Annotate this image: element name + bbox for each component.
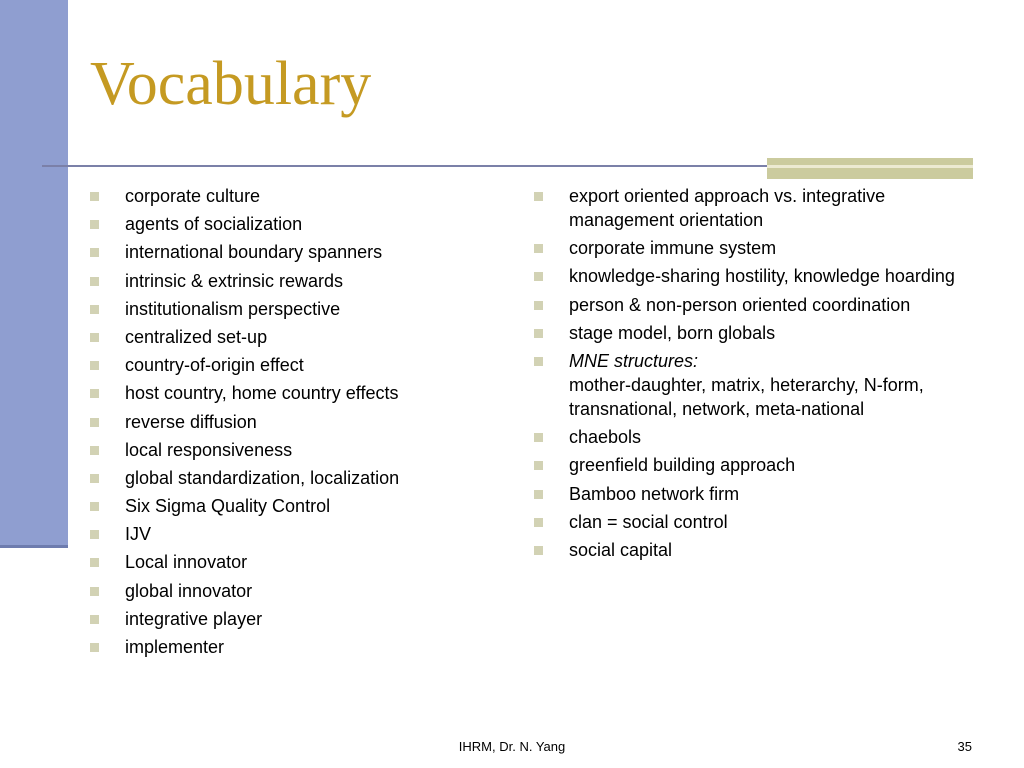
- list-item: [90, 353, 510, 377]
- list-item-text: knowledge-sharing hostility, knowledge hoarding: [569, 266, 955, 287]
- bullet-icon: [90, 615, 99, 624]
- list-item: [90, 438, 510, 462]
- bullet-icon: [90, 333, 99, 342]
- list-item: [90, 607, 510, 631]
- list-item-text: Local innovator: [125, 552, 248, 573]
- list-item-text: global standardization, localization: [125, 467, 400, 488]
- list-item: [90, 494, 510, 518]
- accent-highlight-line: [767, 165, 973, 168]
- list-item-text: host country, home country effects: [125, 383, 399, 404]
- list-item-text: institutionalism perspective: [125, 298, 341, 319]
- left-bullet-list: [90, 184, 510, 663]
- bullet-icon: [90, 502, 99, 511]
- list-item: [90, 550, 510, 574]
- list-item-text: intrinsic & extrinsic rewards: [125, 270, 344, 291]
- list-item-text: agents of socialization: [125, 214, 303, 235]
- list-item-text: local responsiveness: [125, 439, 293, 460]
- list-item-text: implementer: [125, 637, 225, 657]
- bullet-icon: [534, 301, 543, 310]
- bullet-icon: [90, 220, 99, 229]
- list-item: [90, 240, 510, 264]
- bullet-icon: [534, 546, 543, 555]
- list-item: [90, 466, 510, 490]
- bullet-icon: [90, 587, 99, 596]
- list-item: [90, 184, 510, 208]
- slide-page-number: 35: [957, 739, 972, 754]
- slide-footer: IHRM, Dr. N. Yang: [458, 739, 566, 754]
- list-item-text: clan = social control: [569, 511, 728, 532]
- list-item: [534, 236, 984, 260]
- list-item: [90, 325, 510, 349]
- list-item: [90, 579, 510, 603]
- list-item-text: centralized set-up: [125, 326, 268, 347]
- bullet-icon: [90, 277, 99, 286]
- bullet-icon: [534, 461, 543, 470]
- bullet-icon: [90, 643, 99, 652]
- list-item-text: chaebols: [569, 427, 642, 448]
- list-item-text: global innovator: [125, 580, 253, 601]
- mne-structures-heading: MNE structures:: [569, 350, 699, 371]
- list-item: [534, 349, 984, 421]
- accent-block: [767, 158, 973, 179]
- list-item: [90, 381, 510, 405]
- list-item-text: corporate immune system: [569, 238, 777, 259]
- list-item: [90, 635, 510, 659]
- list-item: [90, 410, 510, 434]
- right-bullet-list: [534, 184, 984, 566]
- list-item-text: mother-daughter, matrix, heterarchy, N-form, transnational, network, meta-national: [569, 374, 924, 419]
- list-item-text: reverse diffusion: [125, 411, 257, 432]
- list-item-text: international boundary spanners: [125, 242, 383, 263]
- list-item: [534, 510, 984, 534]
- bullet-icon: [90, 530, 99, 539]
- bullet-icon: [534, 272, 543, 281]
- list-item-text: integrative player: [125, 608, 263, 629]
- list-item-text: corporate culture: [125, 186, 261, 206]
- list-item-text: Bamboo network firm: [569, 483, 740, 504]
- slide-side-bar-edge: [0, 545, 68, 548]
- bullet-icon: [90, 474, 99, 483]
- list-item: [90, 212, 510, 236]
- slide-side-bar: [0, 0, 68, 545]
- list-item: [534, 321, 984, 345]
- bullet-icon: [90, 389, 99, 398]
- list-item: [534, 453, 984, 477]
- bullet-icon: [90, 305, 99, 314]
- bullet-icon: [534, 433, 543, 442]
- bullet-icon: [534, 244, 543, 253]
- bullet-icon: [534, 490, 543, 499]
- list-item-text: Six Sigma Quality Control: [125, 496, 331, 517]
- bullet-icon: [90, 446, 99, 455]
- list-item: [534, 264, 984, 288]
- list-item: [90, 522, 510, 546]
- list-item-text: person & non-person oriented coordination: [569, 294, 911, 315]
- list-item: [534, 538, 984, 562]
- list-item-text: greenfield building approach: [569, 455, 796, 476]
- list-item: [534, 184, 984, 232]
- list-item-text: IJV: [125, 524, 152, 545]
- bullet-icon: [534, 329, 543, 338]
- bullet-icon: [90, 558, 99, 567]
- list-item: [90, 297, 510, 321]
- bullet-icon: [90, 192, 99, 201]
- bullet-icon: [90, 418, 99, 427]
- slide-title: Vocabulary: [90, 50, 372, 118]
- bullet-icon: [534, 192, 543, 201]
- list-item: [534, 293, 984, 317]
- list-item-text: stage model, born globals: [569, 322, 776, 343]
- list-item-text: social capital: [569, 539, 673, 560]
- list-item-text: export oriented approach vs. integrative management orientation: [569, 186, 886, 230]
- list-item: [90, 269, 510, 293]
- bullet-icon: [90, 248, 99, 257]
- bullet-icon: [534, 357, 543, 366]
- list-item: [534, 482, 984, 506]
- bullet-icon: [90, 361, 99, 370]
- list-item-text: country-of-origin effect: [125, 355, 304, 376]
- bullet-icon: [534, 518, 543, 527]
- list-item: [534, 425, 984, 449]
